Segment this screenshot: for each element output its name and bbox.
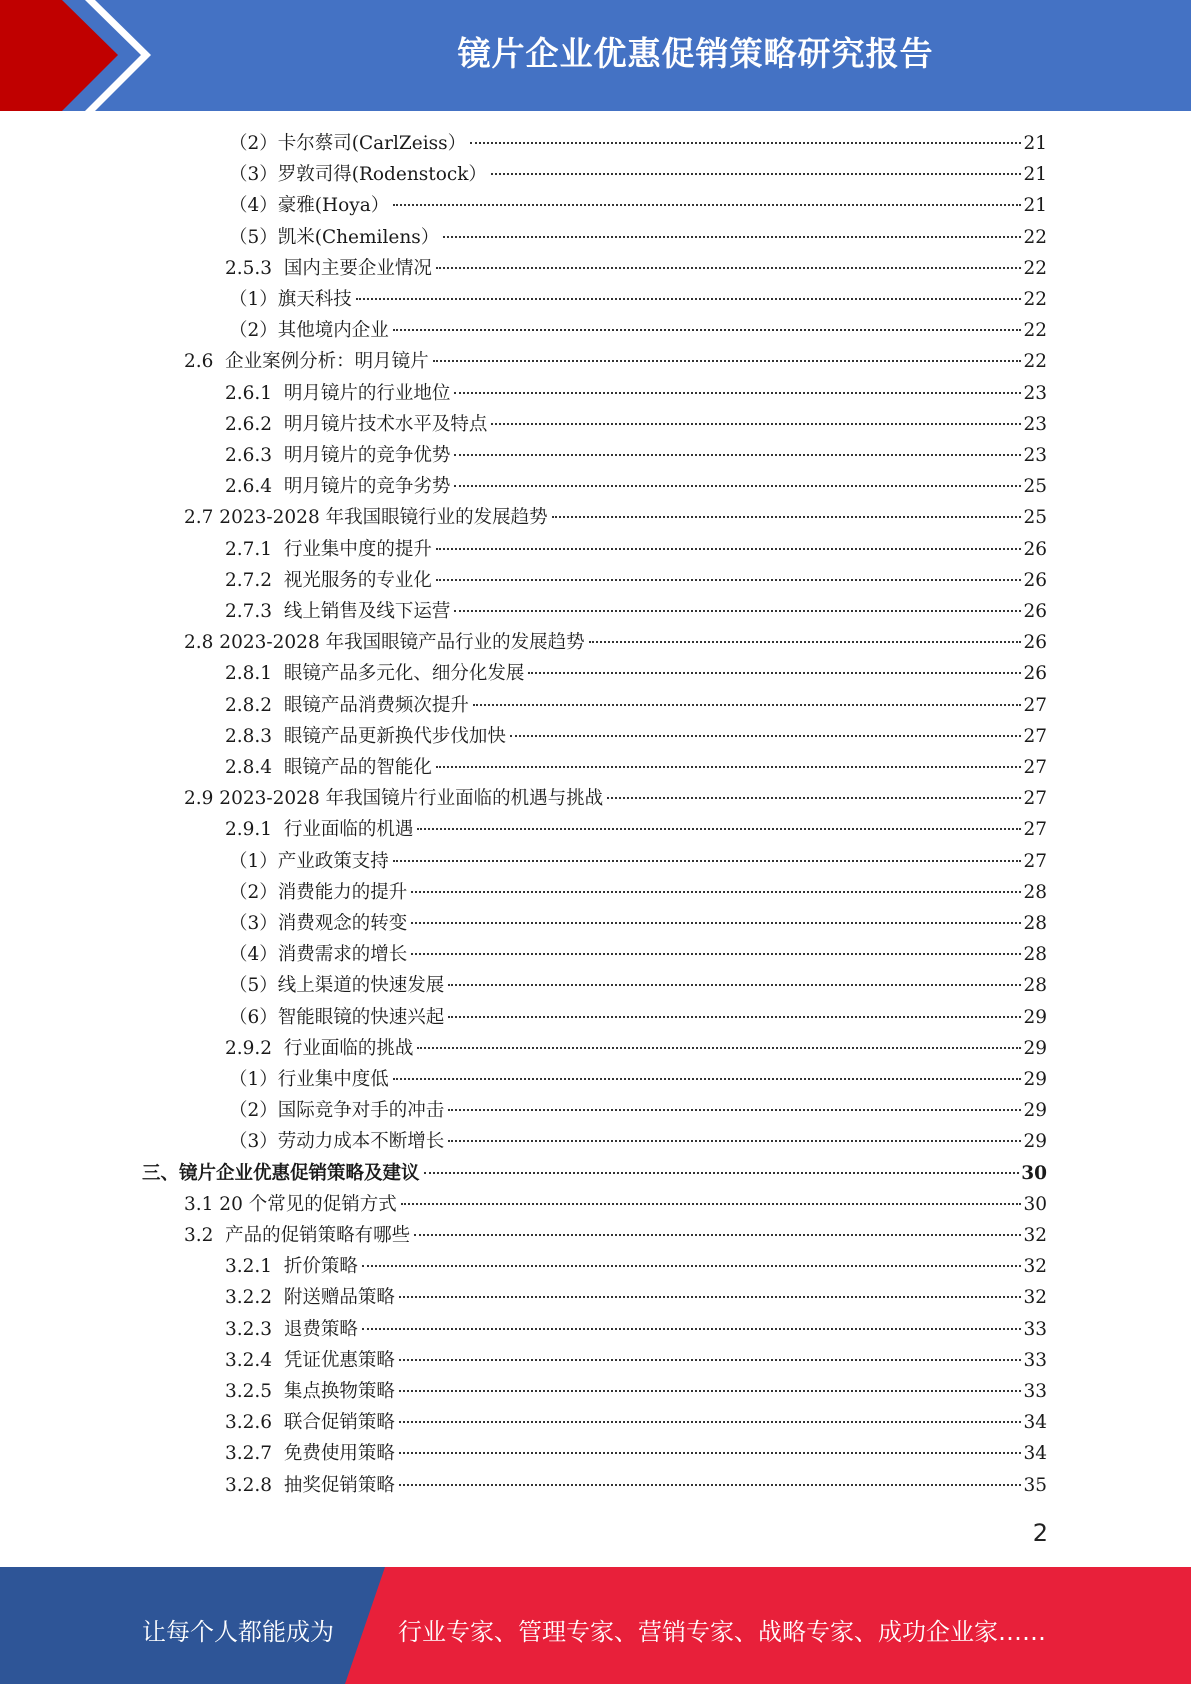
- toc-dot-leader: [552, 516, 1022, 518]
- page-header: [0, 0, 1191, 111]
- toc-entry[interactable]: [225, 534, 1047, 565]
- toc-entry-label: （2）其他境内企业: [229, 320, 389, 342]
- toc-entry-label: （1）旗天科技: [229, 289, 352, 310]
- toc-dot-leader: [607, 797, 1021, 799]
- toc-dot-leader: [589, 641, 1022, 643]
- toc-entry-label: 2.7 2023-2028 年我国眼镜行业的发展趋势: [184, 507, 548, 529]
- toc-dot-leader: [411, 922, 1021, 924]
- toc-entry-label: （4）豪雅(Hoya）: [229, 195, 390, 217]
- toc-entry-page: 28: [1023, 975, 1047, 997]
- toc-entry-page: 22: [1023, 351, 1047, 373]
- toc-entry[interactable]: [229, 939, 1047, 970]
- toc-entry[interactable]: [229, 908, 1047, 939]
- toc-entry-label: 2.6.3 明月镜片的竞争优势: [225, 445, 451, 466]
- toc-entry-label: （2）消费能力的提升: [229, 881, 408, 903]
- toc-dot-leader: [454, 392, 1021, 394]
- toc-entry[interactable]: [225, 565, 1047, 596]
- toc-entry[interactable]: [225, 253, 1047, 284]
- toc-entry[interactable]: [225, 471, 1047, 502]
- toc-dot-leader: [356, 298, 1022, 300]
- toc-entry-label: （3）消费观念的转变: [229, 913, 408, 934]
- toc-entry[interactable]: [225, 1407, 1047, 1438]
- toc-entry-page: 22: [1023, 257, 1047, 279]
- toc-dot-leader: [454, 610, 1021, 612]
- toc-entry[interactable]: [184, 1189, 1047, 1220]
- toc-dot-leader: [417, 828, 1021, 830]
- toc-entry-page: 21: [1023, 195, 1047, 217]
- toc-entry-page: 22: [1023, 320, 1047, 342]
- toc-entry[interactable]: [229, 877, 1047, 908]
- toc-entry[interactable]: [225, 1438, 1047, 1469]
- toc-entry-label: 3.2.7 免费使用策略: [225, 1443, 395, 1465]
- toc-entry-label: （6）智能眼镜的快速兴起: [229, 1006, 445, 1028]
- toc-entry-page: 29: [1023, 1131, 1047, 1153]
- toc-entry-page: 26: [1023, 632, 1047, 654]
- toc-entry[interactable]: [225, 752, 1047, 783]
- toc-dot-leader: [448, 984, 1021, 986]
- toc-entry-page: 29: [1023, 1006, 1047, 1028]
- toc-entry[interactable]: [225, 378, 1047, 409]
- toc-entry-page: 30: [1023, 1193, 1047, 1215]
- toc-dot-leader: [454, 485, 1021, 487]
- toc-dot-leader: [424, 1172, 1020, 1174]
- page-footer: [0, 1567, 1191, 1684]
- toc-entry-label: 2.6 企业案例分析：明月镜片: [184, 351, 429, 373]
- toc-entry-label: 3.2.5 集点换物策略: [225, 1381, 395, 1402]
- toc-entry-page: 28: [1023, 881, 1047, 903]
- toc-entry-page: 27: [1023, 788, 1047, 810]
- toc-dot-leader: [401, 1203, 1022, 1205]
- toc-entry-page: 25: [1023, 476, 1047, 498]
- toc-dot-leader: [362, 1265, 1022, 1267]
- toc-entry-page: 22: [1023, 226, 1047, 248]
- toc-entry-page: 26: [1023, 569, 1047, 591]
- toc-entry-label: 2.7.2 视光服务的专业化: [225, 569, 432, 591]
- toc-entry-page: 23: [1023, 382, 1047, 404]
- toc-entry[interactable]: [184, 783, 1047, 814]
- toc-dot-leader: [528, 672, 1021, 674]
- toc-entry-page: 34: [1023, 1443, 1047, 1465]
- toc-entry[interactable]: [229, 159, 1047, 190]
- toc-dot-leader: [448, 1016, 1021, 1018]
- toc-entry[interactable]: [225, 596, 1047, 627]
- toc-dot-leader: [399, 1390, 1022, 1392]
- toc-entry-label: （3）罗敦司得(Rodenstock）: [229, 164, 487, 186]
- footer-slogan: 让每个人都能成为: [142, 1618, 334, 1646]
- toc-dot-leader: [448, 1140, 1021, 1142]
- toc-entry[interactable]: [225, 1251, 1047, 1282]
- toc-dot-leader: [399, 1452, 1022, 1454]
- toc-entry[interactable]: [225, 814, 1047, 845]
- toc-entry-label: 3.2.4 凭证优惠策略: [225, 1349, 395, 1371]
- toc-dot-leader: [411, 891, 1021, 893]
- toc-dot-leader: [510, 735, 1022, 737]
- toc-entry-page: 27: [1023, 725, 1047, 747]
- toc-entry[interactable]: [225, 690, 1047, 721]
- toc-entry-label: 2.6.2 明月镜片技术水平及特点: [225, 413, 488, 435]
- toc-entry-label: 2.9 2023-2028 年我国镜片行业面临的机遇与挑战: [184, 788, 604, 810]
- toc-entry[interactable]: [229, 222, 1047, 253]
- toc-dot-leader: [491, 173, 1022, 175]
- toc-entry-page: 29: [1023, 1037, 1047, 1059]
- toc-entry-page: 21: [1023, 164, 1047, 186]
- toc-entry-label: （3）劳动力成本不断增长: [229, 1131, 445, 1153]
- toc-dot-leader: [491, 423, 1021, 425]
- toc-dot-leader: [411, 953, 1021, 955]
- toc-entry[interactable]: [225, 440, 1047, 471]
- toc-entry[interactable]: [225, 409, 1047, 440]
- toc-entry[interactable]: [229, 846, 1047, 877]
- toc-dot-leader: [393, 329, 1022, 331]
- page-number: 2: [1032, 1519, 1048, 1547]
- toc-dot-leader: [436, 548, 1022, 550]
- toc-entry-label: 3.2.6 联合促销策略: [225, 1412, 395, 1434]
- footer-roles: 行业专家、管理专家、营销专家、战略专家、成功企业家……: [398, 1618, 1046, 1646]
- toc-entry[interactable]: [184, 1220, 1047, 1251]
- toc-dot-leader: [399, 1359, 1022, 1361]
- toc-entry[interactable]: [184, 502, 1047, 533]
- toc-dot-leader: [399, 1296, 1022, 1298]
- toc-entry-label: （5）凯米(Chemilens）: [229, 226, 440, 248]
- toc-entry-page: 28: [1023, 913, 1047, 934]
- toc-dot-leader: [399, 1421, 1022, 1423]
- toc-entry[interactable]: [229, 1095, 1047, 1126]
- toc-dot-leader: [470, 142, 1021, 144]
- toc-dot-leader: [399, 1484, 1022, 1486]
- toc-entry-page: 21: [1023, 133, 1047, 154]
- toc-entry-page: 25: [1023, 507, 1047, 529]
- toc-entry-label: 2.8.2 眼镜产品消费频次提升: [225, 694, 469, 716]
- toc-entry[interactable]: [184, 627, 1047, 658]
- toc-entry-label: 2.7.1 行业集中度的提升: [225, 538, 432, 560]
- toc-dot-leader: [436, 766, 1022, 768]
- toc-entry[interactable]: [184, 346, 1047, 377]
- toc-entry[interactable]: [225, 1376, 1047, 1407]
- toc-entry-label: 2.8.3 眼镜产品更新换代步伐加快: [225, 725, 506, 747]
- toc-entry-page: 29: [1023, 1100, 1047, 1122]
- toc-dot-leader: [443, 236, 1021, 238]
- toc-entry[interactable]: [225, 721, 1047, 752]
- toc-entry-page: 27: [1023, 850, 1047, 872]
- toc-entry[interactable]: [229, 1064, 1047, 1095]
- toc-entry-page: 32: [1023, 1256, 1047, 1278]
- toc-entry-page: 32: [1023, 1225, 1047, 1246]
- toc-entry-page: 26: [1023, 663, 1047, 685]
- toc-entry-page: 32: [1023, 1287, 1047, 1309]
- toc-entry-page: 26: [1023, 538, 1047, 560]
- toc-entry[interactable]: [225, 1470, 1047, 1501]
- toc-entry[interactable]: [229, 1002, 1047, 1033]
- toc-entry[interactable]: [229, 190, 1047, 221]
- toc-entry-page: 27: [1023, 694, 1047, 716]
- toc-entry-label: （5）线上渠道的快速发展: [229, 975, 445, 997]
- toc-dot-leader: [393, 204, 1021, 206]
- toc-entry-label: 2.8.4 眼镜产品的智能化: [225, 757, 432, 778]
- toc-dot-leader: [433, 360, 1022, 362]
- toc-entry[interactable]: [225, 1345, 1047, 1376]
- toc-entry-page: 34: [1023, 1412, 1047, 1434]
- toc-entry-label: （1）行业集中度低: [229, 1069, 389, 1090]
- toc-entry-page: 26: [1023, 601, 1047, 622]
- toc-dot-leader: [454, 454, 1021, 456]
- toc-dot-leader: [436, 267, 1022, 269]
- toc-entry-label: 3.2.1 折价策略: [225, 1256, 358, 1278]
- toc-entry[interactable]: [225, 1314, 1047, 1345]
- toc-entry-page: 22: [1023, 289, 1047, 310]
- toc-entry-label: 3.2.2 附送赠品策略: [225, 1287, 395, 1309]
- toc-entry[interactable]: [225, 1033, 1047, 1064]
- toc-entry-page: 33: [1023, 1381, 1047, 1402]
- toc-entry[interactable]: [229, 970, 1047, 1001]
- toc-dot-leader: [393, 1078, 1022, 1080]
- toc-entry-label: 2.8.1 眼镜产品多元化、细分化发展: [225, 663, 525, 685]
- toc-entry-label: 2.7.3 线上销售及线下运营: [225, 601, 451, 622]
- toc-entry-label: 2.6.1 明月镜片的行业地位: [225, 382, 451, 404]
- toc-dot-leader: [436, 579, 1022, 581]
- toc-entry-page: 23: [1023, 445, 1047, 466]
- toc-entry-page: 33: [1023, 1349, 1047, 1371]
- toc-entry[interactable]: [229, 128, 1047, 159]
- toc-entry-label: （2）国际竞争对手的冲击: [229, 1100, 445, 1122]
- toc-entry-label: 2.8 2023-2028 年我国眼镜产品行业的发展趋势: [184, 632, 585, 654]
- toc-entry-label: 2.9.1 行业面临的机遇: [225, 819, 414, 841]
- toc-dot-leader: [393, 860, 1022, 862]
- toc-entry[interactable]: [229, 315, 1047, 346]
- toc-entry[interactable]: [225, 1282, 1047, 1313]
- toc-entry[interactable]: [229, 1126, 1047, 1157]
- toc-entry-page: 28: [1023, 944, 1047, 966]
- toc-entry[interactable]: [225, 658, 1047, 689]
- toc-entry-page: 30: [1021, 1162, 1047, 1184]
- toc-entry-label: 3.2.8 抽奖促销策略: [225, 1474, 395, 1496]
- toc-dot-leader: [417, 1047, 1021, 1049]
- toc-entry-label: 3.2 产品的促销策略有哪些: [184, 1225, 411, 1246]
- toc-entry-page: 27: [1023, 819, 1047, 841]
- toc-entry-label: （1）产业政策支持: [229, 850, 389, 872]
- toc-entry[interactable]: [229, 284, 1047, 315]
- toc-entry-label: （4）消费需求的增长: [229, 944, 408, 966]
- toc-entry[interactable]: [142, 1158, 1047, 1189]
- toc-dot-leader: [362, 1328, 1022, 1330]
- toc-dot-leader: [473, 704, 1022, 706]
- toc-entry-label: （2）卡尔蔡司(CarlZeiss）: [229, 133, 467, 154]
- toc-entry-page: 23: [1023, 413, 1047, 435]
- toc-entry-page: 33: [1023, 1318, 1047, 1340]
- toc-dot-leader: [414, 1234, 1021, 1236]
- toc-dot-leader: [448, 1109, 1021, 1111]
- toc-entry-label: 2.6.4 明月镜片的竞争劣势: [225, 476, 451, 498]
- toc-entry-label: 2.5.3 国内主要企业情况: [225, 257, 432, 279]
- toc-entry-label: 2.9.2 行业面临的挑战: [225, 1037, 414, 1059]
- toc-entry-label: 三、镜片企业优惠促销策略及建议: [142, 1162, 420, 1184]
- toc-entry-page: 35: [1023, 1474, 1047, 1496]
- toc-entry-label: 3.1 20 个常见的促销方式: [184, 1193, 397, 1215]
- toc-entry-page: 27: [1023, 757, 1047, 778]
- report-title: 镜片企业优惠促销策略研究报告: [457, 34, 934, 73]
- header-arrow-icon: [0, 0, 200, 111]
- toc-entry-label: 3.2.3 退费策略: [225, 1318, 358, 1340]
- toc-entry-page: 29: [1023, 1069, 1047, 1090]
